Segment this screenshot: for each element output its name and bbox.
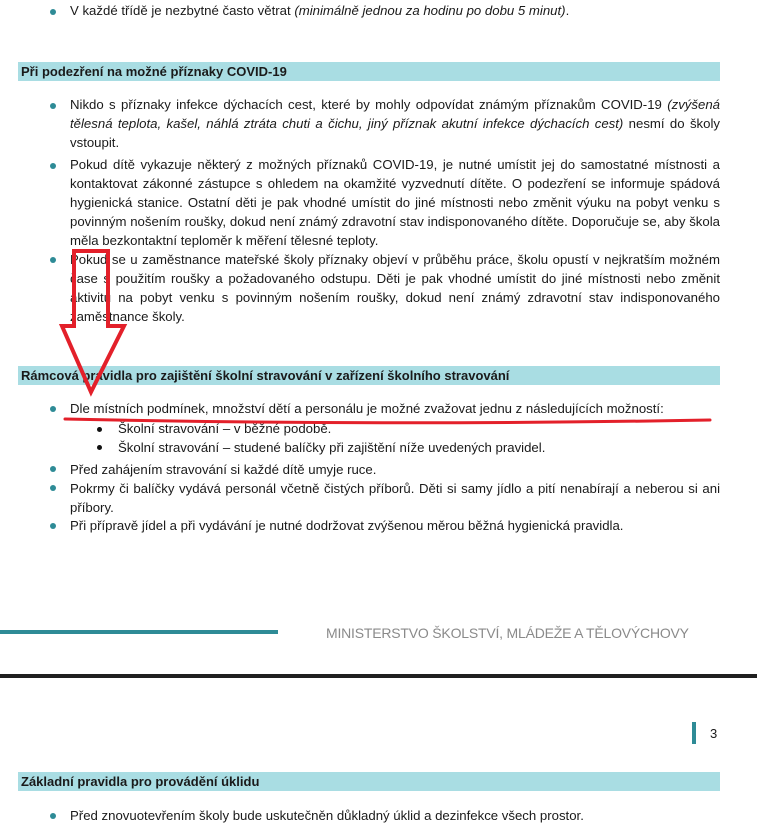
covid-item-3: Pokud se u zaměstnance mateřské školy příznaky objeví v průběhu práce, školu opustí v nejkratším možném čase s použitím roušky a požadovaného odstupu. Děti je pak vhodné umístit do jiné místnosti nebo změnit aktivitu na pobyt venku s povinným nošením roušky, dokud není známý zdravotní stav indisponovaného zaměstnance školy. [70, 252, 720, 324]
page-number: 3 [710, 726, 718, 741]
covid-item-2: Pokud dítě vykazuje některý z možných příznaků COVID-19, je nutné umístit jej do samostatné místnosti a kontaktovat zákonné zástupce s ohledem na okamžité vyzvednutí dítěte. O podezření se informuje spádová hygienická stanice. Ostatní děti je pak vhodné umístit do jiné místnosti nebo změnit výuku na pobyt venku s povinným nošením roušky, dokud není známý zdravotní stav indisponovaného dítěte. Doporučuje se, aby škola měla bezkontaktní teploměr k měření tělesné teploty. [70, 157, 720, 248]
red-arrow-annotation [62, 251, 124, 392]
food-subitem-1: Školní stravování – v běžné podobě. [118, 421, 332, 436]
food-item-2: Před zahájením stravování si každé dítě umyje ruce. [70, 462, 377, 477]
food-item-3: Pokrmy či balíčky vydává personál včetně čistých příborů. Děti si samy jídlo a pití nenabírají a neberou si ani příbory. [70, 481, 720, 515]
covid-item-1: Nikdo s příznaky infekce dýchacích cest, které by mohly odpovídat známým příznakům COVID-19 (zvýšená tělesná teplota, kašel, náhlá ztráta chuti a čichu, jiný příznak akutní infekce dýchacích cest) nesmí do školy vstoupit. [70, 97, 720, 150]
section-heading: Základní pravidla pro provádění úklidu [21, 774, 260, 789]
cleaning-item-1: Před znovuotevřením školy bude uskutečněn důkladný úklid a dezinfekce všech prostor. [70, 808, 584, 823]
footer-ministry: MINISTERSTVO ŠKOLSTVÍ, MLÁDEŽE A TĚLOVÝCHOVY [326, 625, 689, 641]
section-heading: Rámcová pravidla pro zajištění školní stravování v zařízení školního stravování [21, 368, 510, 383]
section-heading: Při podezření na možné příznaky COVID-19 [21, 64, 287, 79]
food-item-1: Dle místních podmínek, množství dětí a personálu je možné zvažovat jednu z následujících možností: [70, 401, 664, 416]
food-item-4: Při přípravě jídel a při vydávání je nutné dodržovat zvýšenou měrou běžná hygienická pravidla. [70, 518, 624, 533]
food-subitem-2: Školní stravování – studené balíčky při zajištění níže uvedených pravidel. [118, 440, 546, 455]
red-underline-annotation [65, 419, 710, 423]
ventilation-item: V každé třídě je nezbytné často větrat (minimálně jednou za hodinu po dobu 5 minut). [70, 3, 570, 18]
